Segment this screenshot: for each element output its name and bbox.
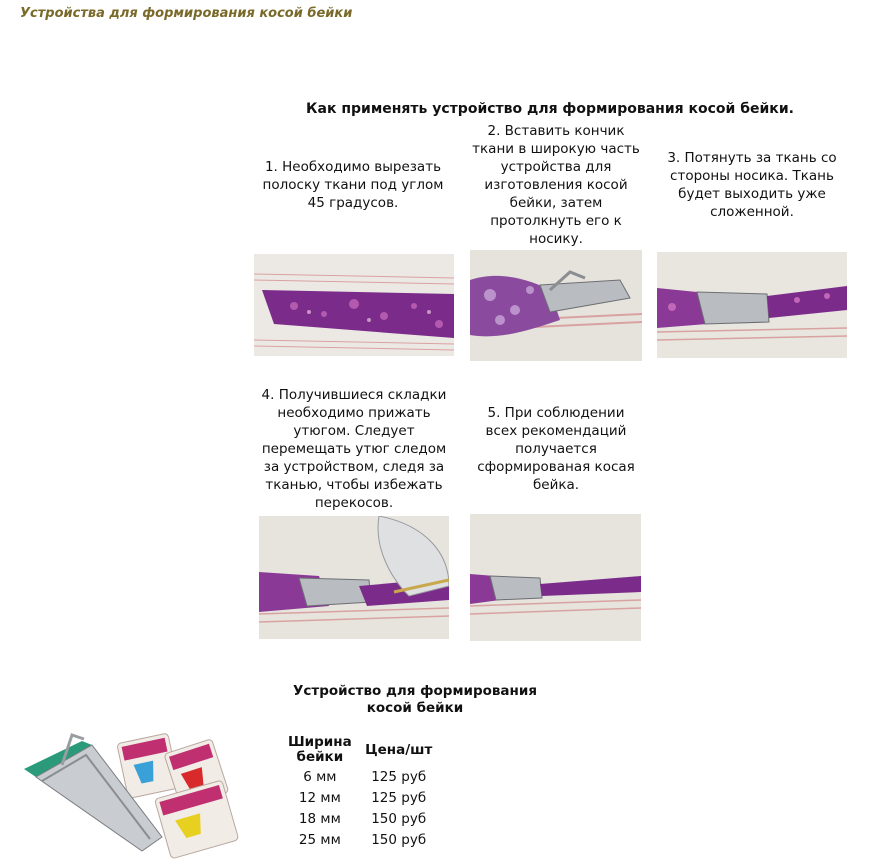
cell-width: 6 мм (303, 769, 337, 785)
table-row (282, 830, 440, 851)
step-2-text: 2. Вставить кончик ткани в широкую часть устройства для изготовления косой бейки, затем протолкнуть его к носику. (472, 123, 640, 247)
header-width: Ширина бейки (288, 734, 352, 765)
cell-price: 150 руб (371, 811, 427, 827)
page-title: Устройства для формирования косой бейки (20, 6, 353, 21)
table-row (282, 767, 440, 788)
product-title-line-2: косой бейки (366, 700, 464, 716)
cell-width: 18 мм (298, 811, 341, 827)
cell-price: 150 руб (371, 832, 427, 848)
step-5-text: 5. При соблюдении всех рекомендаций получается сформированая косая бейка. (477, 405, 635, 493)
step-1-text: 1. Необходимо вырезать полоску ткани под углом 45 градусов. (262, 159, 444, 211)
table-row (282, 788, 440, 809)
header-price: Цена/шт (365, 741, 433, 758)
cell-width: 12 мм (298, 790, 341, 806)
price-table-header-row (282, 735, 440, 767)
step-4-photo (259, 516, 449, 639)
cell-price: 125 руб (371, 790, 427, 806)
cell-width: 25 мм (298, 832, 341, 848)
step-1-photo (254, 254, 454, 356)
product-title-line-1: Устройство для формирования (292, 683, 537, 699)
step-2-photo (470, 250, 642, 361)
product-photo (22, 725, 254, 860)
step-5-photo (470, 514, 641, 641)
price-table (282, 735, 440, 851)
step-3-text: 3. Потянуть за ткань со стороны носика. Ткань будет выходить уже сложенной. (667, 150, 837, 220)
howto-heading: Как применять устройство для формирования косой бейки. (306, 101, 794, 117)
product-title (270, 683, 560, 717)
table-row (282, 809, 440, 830)
step-3-photo (657, 252, 847, 358)
cell-price: 125 руб (371, 769, 427, 785)
step-4-text: 4. Получившиеся складки необходимо прижать утюгом. Следует перемещать утюг следом за устройством, следя за тканью, чтобы избежать перекосов. (261, 387, 447, 511)
